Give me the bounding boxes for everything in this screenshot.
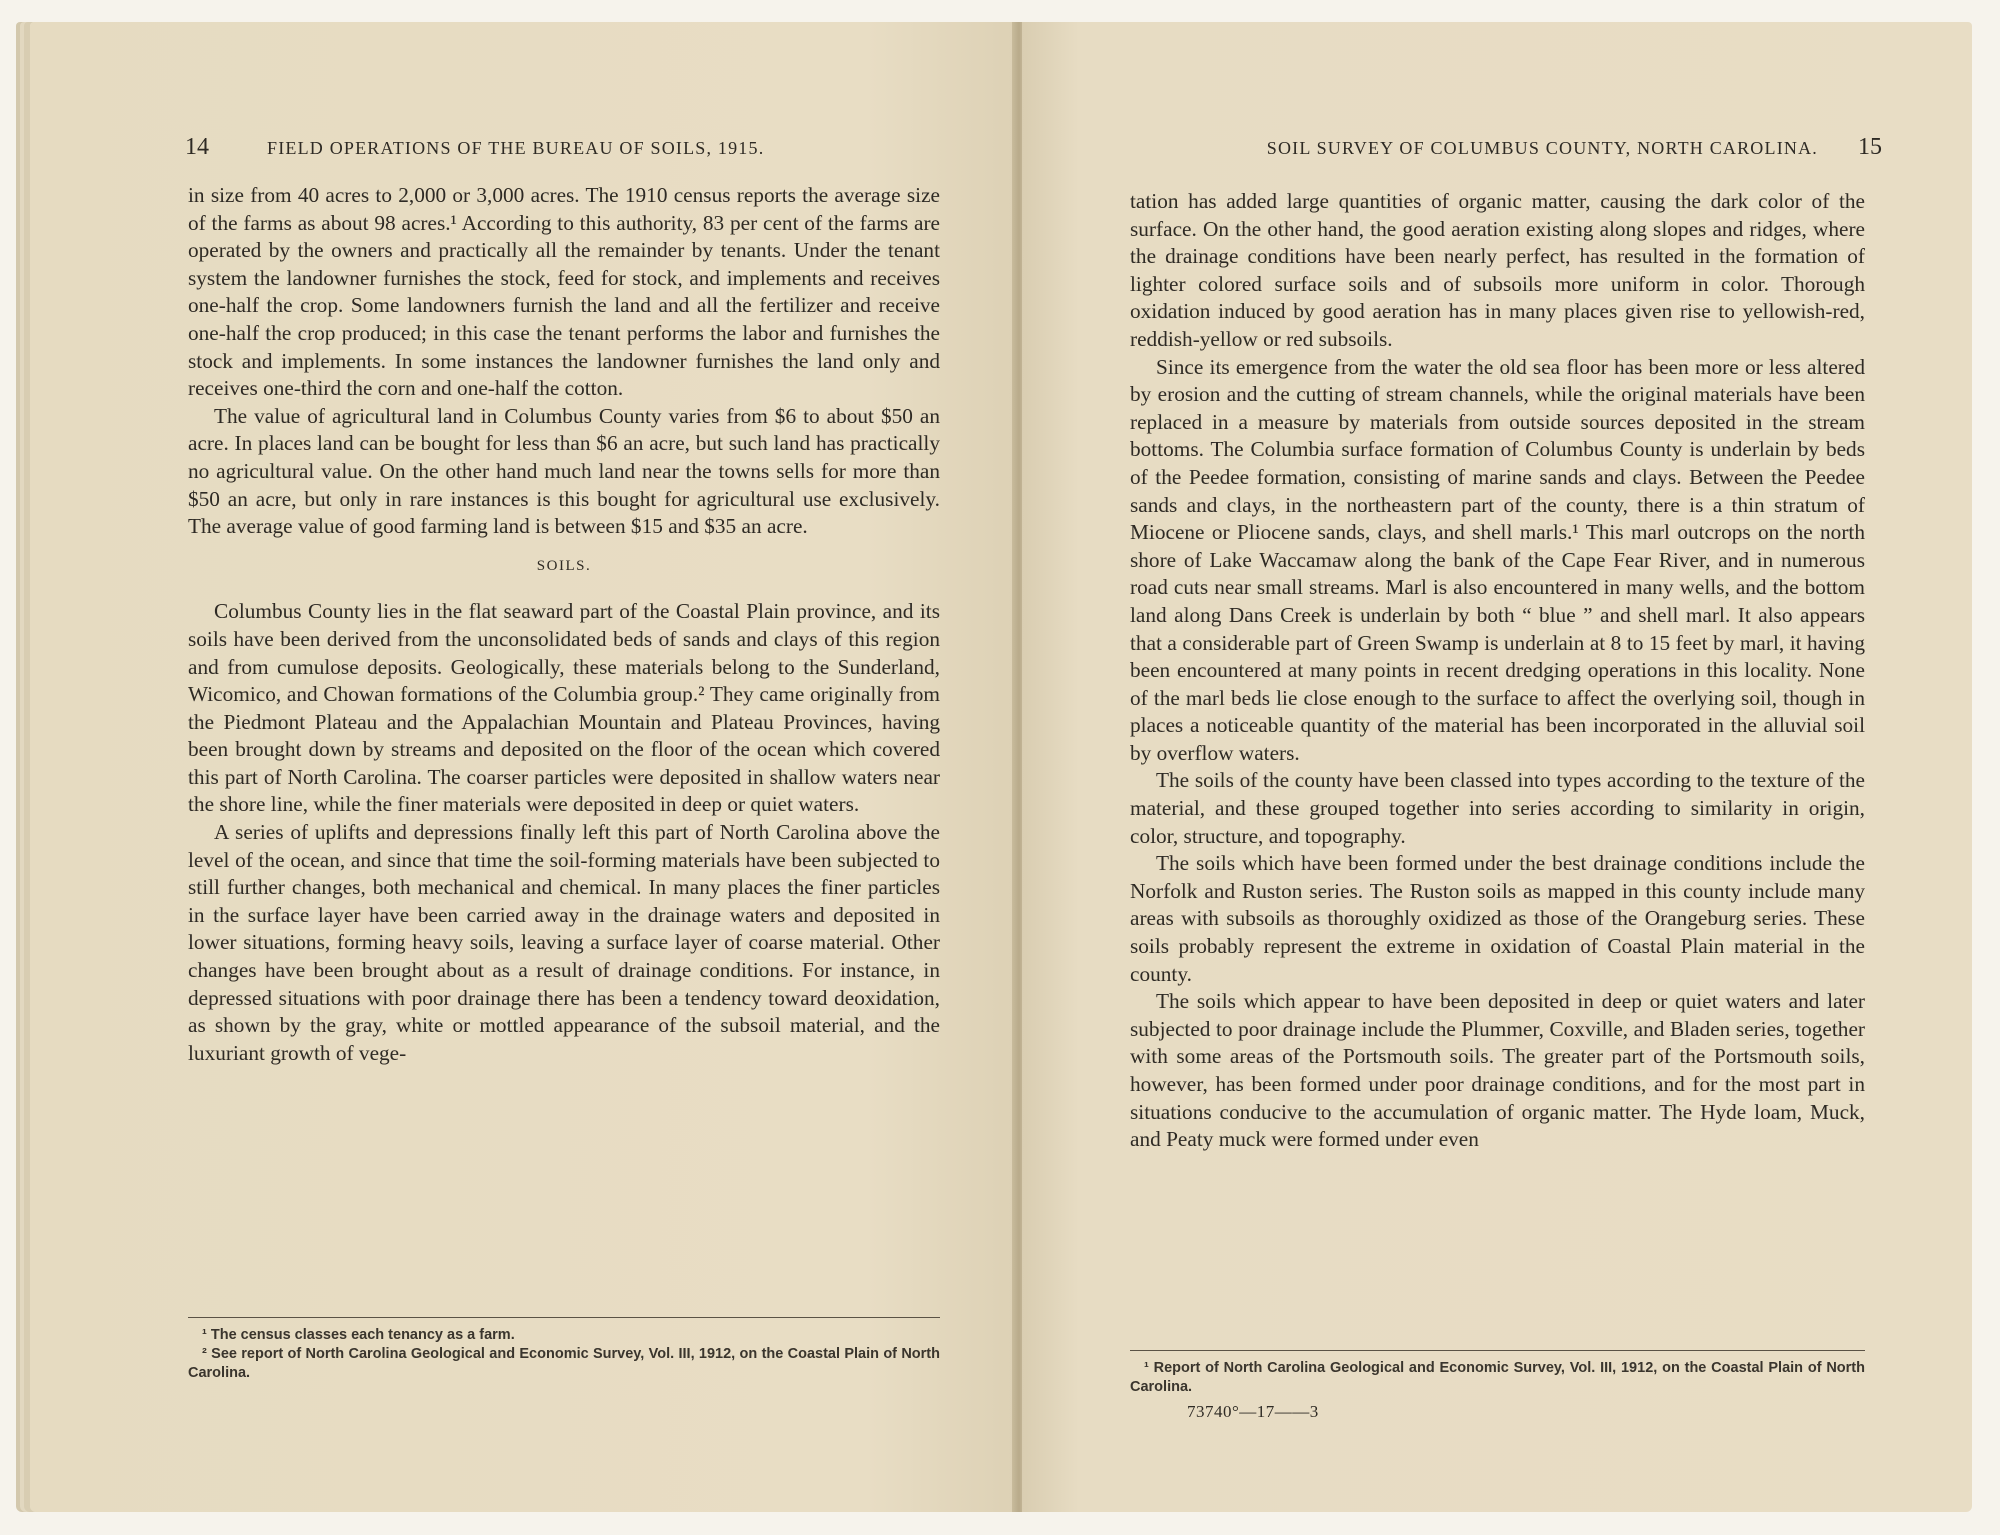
page-number: 14 [185, 134, 209, 160]
paragraph: in size from 40 acres to 2,000 or 3,000 acres. The 1910 census reports the average size of the farms as about 98 acres.¹ According to this authority, 83 per cent of the farms are operated by the owners and practically all the remainder by tenants. Under the tenant system the landowner furnishes the stock, feed for stock, and implements and receives one-half the crop. Some landowners furnish the land and all the fertilizer and receive one-half the crop produced; in this case the tenant performs the labor and furnishes the stock and implements. In some instances the landowner furnishes the land only and receives one-third the corn and one-half the cotton. [188, 183, 940, 401]
paragraph: The value of agricultural land in Columbus County varies from $6 to about $50 an acre. In places land can be bought for less than $6 an acre, but such land has practically no agricultural value. On the other hand much land near the towns sells for more than $50 an acre, but only in rare instances is this bought for agricultural use exclusively. The average value of good farming land is between $15 and $35 an acre. [188, 403, 940, 539]
footnote-rule [1130, 1350, 1865, 1351]
footnote-rule [188, 1317, 940, 1318]
page-number: 15 [1858, 134, 1882, 160]
right-running-head [1172, 134, 1882, 161]
paragraph: Since its emergence from the water the old sea floor has been more or less altered by erosion and the cutting of stream channels, while the original materials have been replaced in a measure by materials from outside sources deposited in the stream bottoms. The Columbia surface formation of Columbus County is underlain by beds of the Peedee formation, consisting of marine sands and clays. Between the Peedee sands and clays, in the northeastern part of the county, there is a thin stratum of Miocene or Pliocene sands, clays, and shell marls.¹ This marl outcrops on the north shore of Lake Waccamaw along the bank of the Cape Fear River, and in numerous road cuts near small streams. Marl is also encountered in many wells, and the bottom land along Dans Creek is underlain by both “ blue ” and shell marl. It also appears that a considerable part of Green Swamp is underlain at 8 to 15 feet by marl, it having been encountered at many points in recent dredging operations in this locality. None of the marl beds lie close enough to the surface to affect the overlying soil, though in places a noticeable quantity of the material has been incorporated in the alluvial soil by overflow waters. [1130, 354, 1865, 765]
paragraph: The soils which appear to have been deposited in deep or quiet waters and later subjected to poor drainage include the Plummer, Coxville, and Bladen series, together with some areas of the Portsmouth soils. The greater part of the Portsmouth soils, however, has been formed under poor drainage conditions, and for the most part in situations conducive to the accumulation of organic matter. The Hyde loam, Muck, and Peaty muck were formed under even [1130, 989, 1865, 1152]
footnote: ¹ Report of North Carolina Geological and Economic Survey, Vol. III, 1912, on the Coastal Plain of North Carolina. [1130, 1360, 1865, 1395]
section-heading: SOILS. [536, 557, 592, 574]
right-body-text [1130, 188, 1865, 1154]
left-page [30, 22, 1015, 1512]
footnote: ² See report of North Carolina Geological and Economic Survey, Vol. III, 1912, on the Coastal Plain of North Carolina. [188, 1346, 940, 1381]
paragraph: A series of uplifts and depressions finally left this part of North Carolina above the level of the ocean, and since that time the soil-forming materials have been subjected to still further changes, both mechanical and chemical. In many places the finer particles in the surface layer have been carried away in the drainage waters and deposited in lower situations, forming heavy soils, leaving a surface layer of coarse material. Other changes have been brought about as a result of drainage conditions. For instance, in depressed situations with poor drainage there has been a tendency toward deoxidation, as shown by the gray, white or mottled appearance of the subsoil material, and the luxuriant growth of vege- [188, 820, 940, 1065]
paragraph: tation has added large quantities of organic matter, causing the dark color of the surface. On the other hand, the good aeration existing along slopes and ridges, where the drainage conditions have been nearly perfect, has resulted in the formation of lighter colored surface soils and of subsoils more uniform in color. Thorough oxidation induced by good aeration has in many places given rise to yellowish-red, reddish-yellow or red subsoils. [1130, 189, 1865, 351]
footnote: ¹ The census classes each tenancy as a farm. [202, 1327, 515, 1343]
paragraph: The soils of the county have been classed into types according to the texture of the material, and these grouped together into series according to similarity in origin, color, structure, and topography. [1130, 768, 1865, 848]
left-running-head [185, 134, 945, 161]
paragraph: Columbus County lies in the flat seaward part of the Coastal Plain province, and its soils have been derived from the unconsolidated beds of sands and clays of this region and from cumulose deposits. Geologically, these materials belong to the Sunderland, Wicomico, and Chowan formations of the Columbia group.² They came originally from the Piedmont Plateau and the Appalachian Mountain and Plateau Provinces, having been brought down by streams and deposited on the floor of the ocean which covered this part of North Carolina. The coarser particles were deposited in shallow waters near the shore line, while the finer materials were deposited in deep or quiet waters. [188, 599, 940, 817]
right-page [1022, 22, 1972, 1512]
signature-mark: 73740°—17——3 [1187, 1402, 1319, 1421]
left-body-text [188, 182, 940, 1067]
right-footnotes [1130, 1350, 1865, 1397]
left-footnotes [188, 1317, 940, 1383]
running-head-text: SOIL SURVEY OF COLUMBUS COUNTY, NORTH CAROLINA. [1266, 138, 1818, 158]
running-head-text: FIELD OPERATIONS OF THE BUREAU OF SOILS, 1915. [267, 138, 765, 158]
paragraph: The soils which have been formed under the best drainage conditions include the Norfolk and Ruston series. The Ruston soils as mapped in this county include many areas with subsoils as thoroughly oxidized as those of the Orangeburg series. These soils probably represent the extreme in oxidation of Coastal Plain material in the county. [1130, 851, 1865, 986]
